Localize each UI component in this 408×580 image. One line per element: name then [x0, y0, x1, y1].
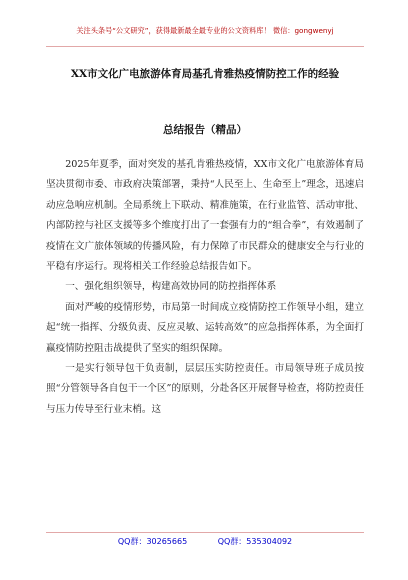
- paragraph-section1: 面对严峻的疫情形势，市局第一时间成立疫情防控工作领导小组，建立起“统一指挥、分级负责、反应灵敏、运转高效”的应急指挥体系，为全面打赢疫情防控阻击战提供了坚实的组织保障。: [46, 301, 364, 354]
- document-title-line1: XX市文化广电旅游体育局基孔肯雅热疫情防控工作的经验: [70, 68, 340, 80]
- paragraph-point1: 一是实行领导包干负责制，层层压实防控责任。市局领导班子成员按照“分管领导各自包干一个区”的原则，分赴各区开展督导检查，将防控责任与压力传导至行业末梢。这: [46, 363, 364, 415]
- footer-qq-group-2: QQ群：535304092: [217, 537, 293, 546]
- paragraph-intro: 2025年夏季，面对突发的基孔肯雅热疫情，XX市文化广电旅游体育局坚决贯彻市委、市政府决策部署，秉持“人民至上、生命至上”理念，迅速启动应急响应机制。全局系统上下联动、精准施策，在行业监管、活动审批、内部防控与社区支援等多个维度打出了一套强有力的“组合拳”，有效遏制了疫情在文广旅体领域的传播风险，有力保障了市民群众的健康安全与行业的平稳有序运行。现将相关工作经验总结报告如下。: [46, 159, 364, 273]
- footer-contact: [46, 532, 364, 551]
- section-heading-1: 一、强化组织领导，构建高效协同的防控指挥体系: [65, 281, 277, 293]
- document-body: [46, 155, 364, 420]
- header-banner: 关注头条号“公文研究”，获得最新最全最专业的公文资料库！ 微信：gongwenyj: [46, 24, 364, 47]
- document-title-line2: 总结报告（精品）: [163, 124, 247, 136]
- footer-qq-group-1: QQ群：30265665: [117, 537, 188, 546]
